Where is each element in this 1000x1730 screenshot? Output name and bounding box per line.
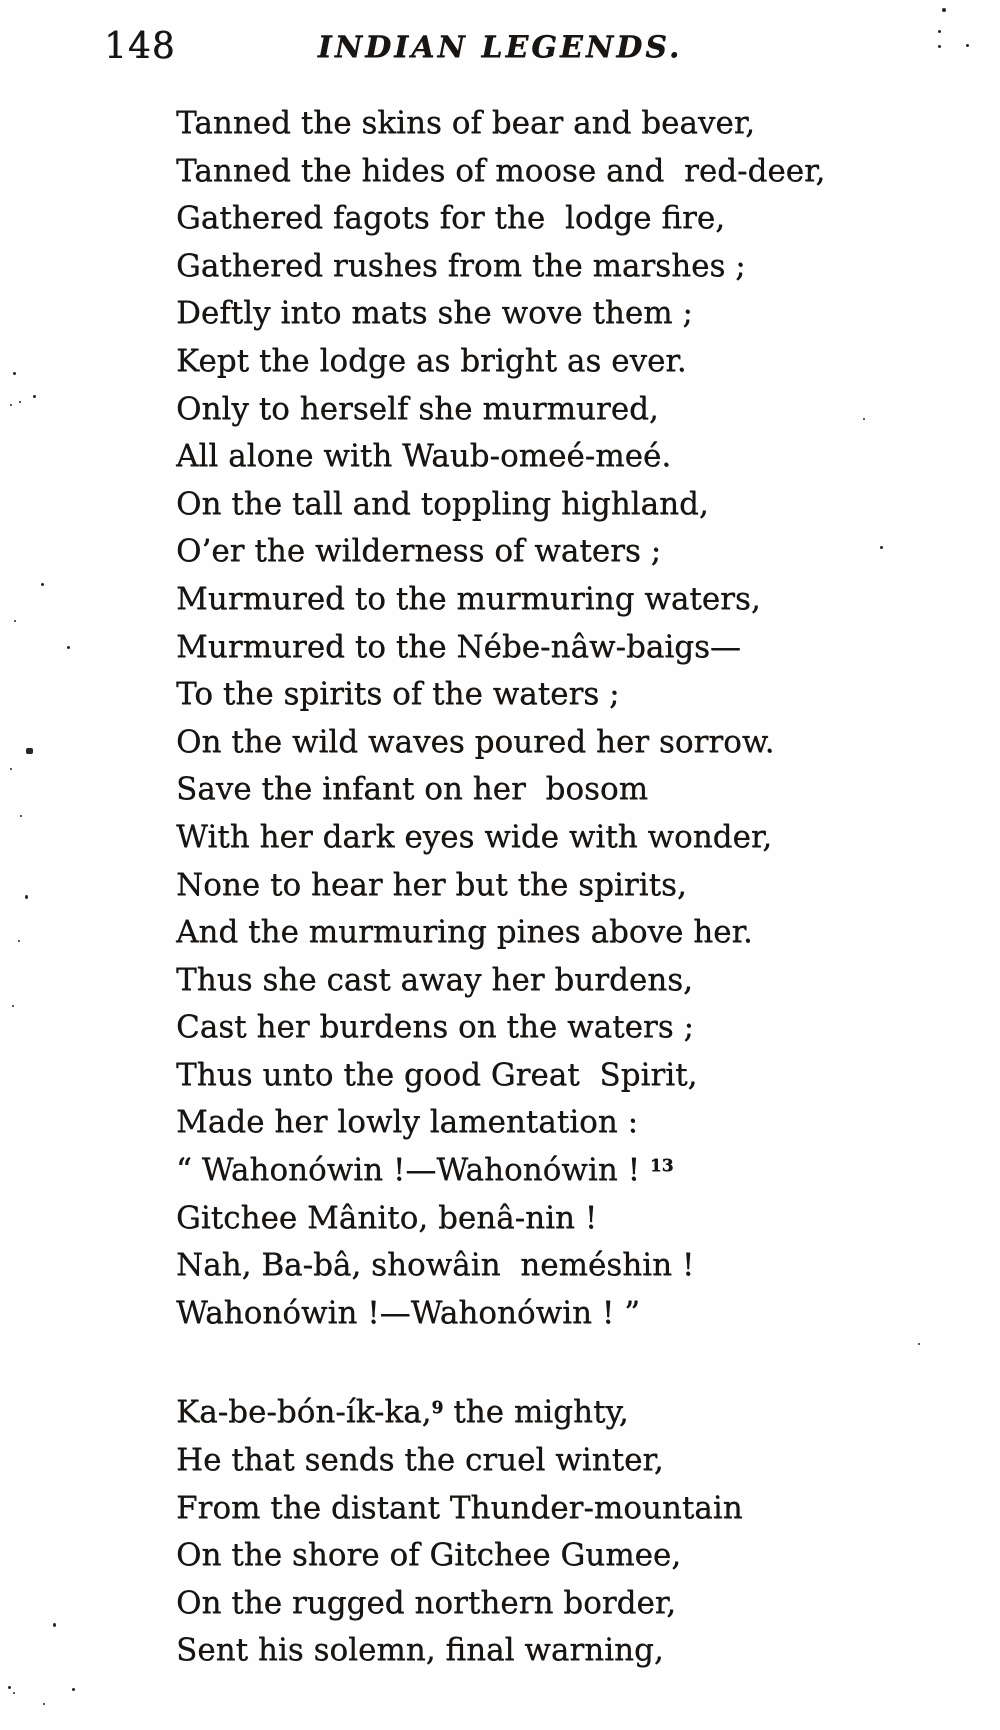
page-number: 148 [104,26,176,67]
scan-speck [8,1686,11,1689]
scan-speck [41,583,44,586]
poem-line: Gitchee Mânito, benâ-nin ! [176,1199,598,1236]
scan-speck [20,815,22,817]
scan-speck [880,546,883,549]
scan-speck [10,404,12,406]
poem-line: He that sends the cruel winter, [176,1442,664,1479]
scan-speck [13,372,16,375]
poem-line: On the shore of Gitchee Gumee, [176,1537,682,1574]
scan-speck [25,895,28,899]
poem-line: Only to herself she murmured, [176,390,659,427]
poem [176,100,825,1675]
scan-speck [33,395,36,398]
poem-line: Thus unto the good Great Spirit, [176,1056,698,1093]
poem-line: Murmured to the Nébe-nâw-baigs— [176,628,741,665]
poem-line: Made her lowly lamentation : [176,1104,638,1141]
scan-speck [12,1005,14,1007]
poem-line: Tanned the hides of moose and red-deer, [176,152,826,189]
scan-speck [43,1703,45,1705]
poem-line: “ Wahonówin !—Wahonówin ! $^{13}$ [176,1152,674,1189]
scan-speck [26,748,33,754]
poem-line: Thus she cast away her burdens, [176,961,693,998]
scan-speck [10,768,12,770]
poem-line: And the murmuring pines above her. [176,914,753,951]
scan-speck [938,30,941,33]
poem-line: Save the infant on her bosom [176,771,648,808]
poem-line: Gathered fagots for the lodge fire, [176,200,726,237]
scan-speck [966,44,969,47]
poem-line: Gathered rushes from the marshes ; [176,247,746,284]
poem-line: Deftly into mats she wove them ; [176,295,693,332]
scan-speck [67,646,70,649]
scan-speck [19,401,21,403]
poem-line: None to hear her but the spirits, [176,866,687,903]
poem-line: On the tall and toppling highland, [176,485,709,522]
scan-speck [942,8,946,12]
scan-speck [938,45,941,48]
poem-line: To the spirits of the waters ; [176,676,620,713]
scan-speck [72,1688,75,1691]
poem-line: Tanned the skins of bear and beaver, [176,105,755,141]
poem-line: On the wild waves poured her sorrow. [176,723,775,760]
running-title: INDIAN LEGENDS. [317,30,683,65]
poem-line: Kept the lodge as bright as ever. [176,342,687,379]
scan-speck [13,1692,15,1694]
scan-speck [14,620,16,622]
scan-speck [53,1623,56,1627]
footnote-reference: 13 [649,1155,674,1176]
poem-line: Wahonówin !—Wahonówin ! ” [176,1294,640,1331]
scan-speck [863,418,865,420]
page-header [0,0,1000,80]
footnote-reference: 9 [431,1398,444,1419]
scan-speck [918,1343,920,1345]
scan-speck [18,940,20,942]
poem-line: With her dark eyes wide with wonder, [176,818,773,855]
poem-line: Sent his solemn, final warning, [176,1632,664,1669]
poem-line: Ka-be-bón-ík-ka,$^9$ the mighty, [176,1394,629,1431]
poem-line: Nah, Ba-bâ, showâin neméshin ! [176,1247,695,1284]
stanza [176,1389,825,1675]
poem-line: Cast her burdens on the waters ; [176,1009,694,1046]
poem-line: All alone with Waub-omeé-meé. [176,438,672,475]
poem-line: Murmured to the murmuring waters, [176,580,761,617]
poem-line: O’er the wilderness of waters ; [176,533,662,570]
poem-line: On the rugged northern border, [176,1584,677,1621]
poem-line: From the distant Thunder-mountain [176,1489,743,1526]
stanza [176,100,825,1337]
